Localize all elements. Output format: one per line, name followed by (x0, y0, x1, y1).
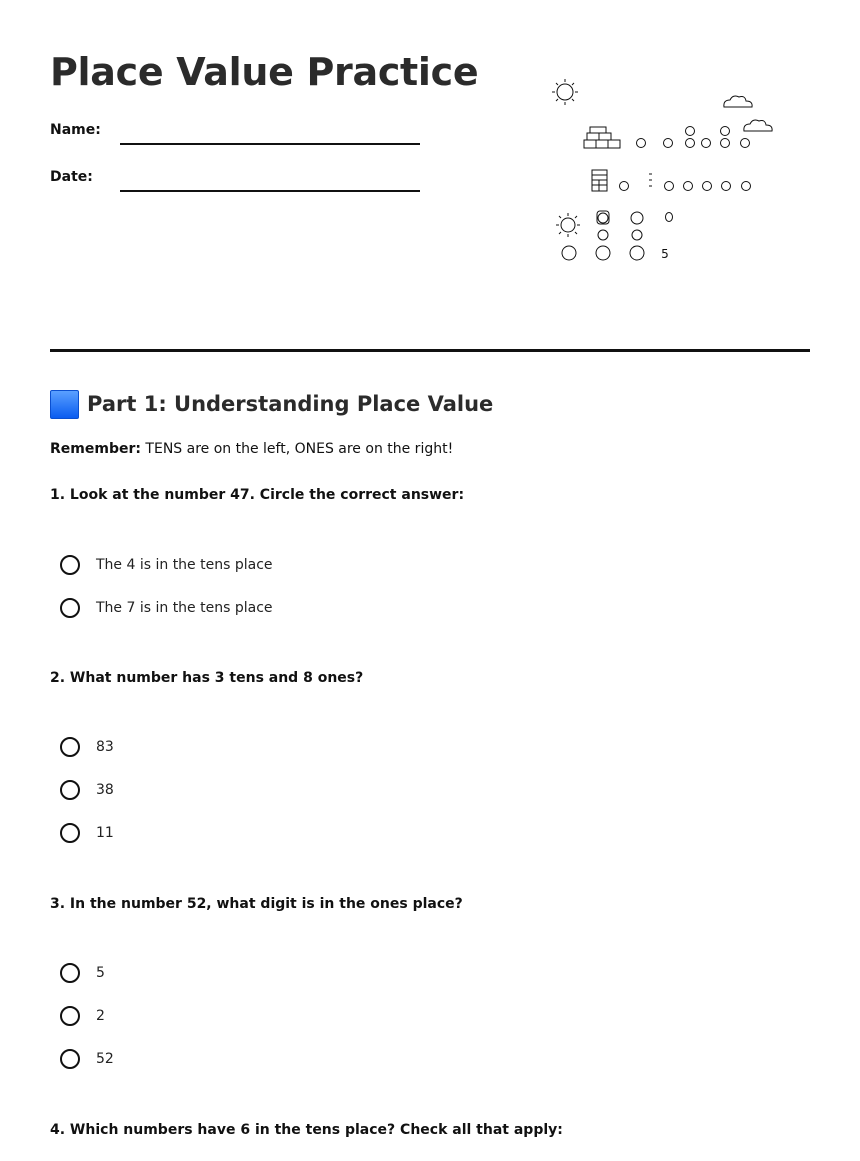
section-heading (50, 389, 493, 419)
date-field[interactable] (120, 190, 420, 192)
brick-stack-icon (584, 127, 620, 148)
option-q2-a[interactable] (60, 735, 114, 759)
sun-icon (552, 79, 578, 105)
radio-circle-icon[interactable] (60, 823, 80, 843)
place-value-illustration (540, 70, 790, 270)
radio-circle-icon[interactable] (60, 555, 80, 575)
option-label: 2 (96, 1008, 105, 1024)
option-label: 5 (96, 965, 105, 981)
radio-circle-icon[interactable] (60, 598, 80, 618)
radio-circle-icon[interactable] (60, 780, 80, 800)
cloud-icon (724, 96, 752, 107)
option-q1-b[interactable] (60, 596, 273, 620)
option-q3-c[interactable] (60, 1047, 114, 1071)
blue-square-icon (50, 390, 79, 419)
remember-label: Remember: (50, 441, 141, 457)
option-q3-a[interactable] (60, 961, 105, 985)
illustration-number: 5 (661, 247, 669, 261)
radio-circle-icon[interactable] (60, 737, 80, 757)
option-label: 83 (96, 739, 114, 755)
option-label: 52 (96, 1051, 114, 1067)
question-3: 3. In the number 52, what digit is in the ones place? (50, 896, 463, 912)
radio-circle-icon[interactable] (60, 1049, 80, 1069)
question-2: 2. What number has 3 tens and 8 ones? (50, 670, 364, 686)
option-q3-b[interactable] (60, 1004, 105, 1028)
question-4: 4. Which numbers have 6 in the tens place? Check all that apply: (50, 1122, 563, 1138)
remember-text: TENS are on the left, ONES are on the right! (140, 441, 454, 457)
option-q1-a[interactable] (60, 553, 273, 577)
option-label: 38 (96, 782, 114, 798)
cloud-icon (744, 120, 772, 131)
option-q2-b[interactable] (60, 778, 114, 802)
date-label: Date: (50, 169, 93, 185)
name-label: Name: (50, 122, 101, 138)
radio-circle-icon[interactable] (60, 1006, 80, 1026)
option-label: The 7 is in the tens place (96, 600, 273, 616)
option-q2-c[interactable] (60, 821, 114, 845)
page-title: Place Value Practice (50, 50, 479, 94)
sun-icon (556, 213, 580, 237)
section-title: Part 1: Understanding Place Value (87, 392, 494, 416)
header-divider (50, 349, 810, 352)
tens-rod-icon (592, 170, 607, 191)
option-label: 11 (96, 825, 114, 841)
remember-note (50, 441, 453, 457)
name-field[interactable] (120, 143, 420, 145)
option-label: The 4 is in the tens place (96, 557, 273, 573)
radio-circle-icon[interactable] (60, 963, 80, 983)
question-1: 1. Look at the number 47. Circle the correct answer: (50, 487, 465, 503)
